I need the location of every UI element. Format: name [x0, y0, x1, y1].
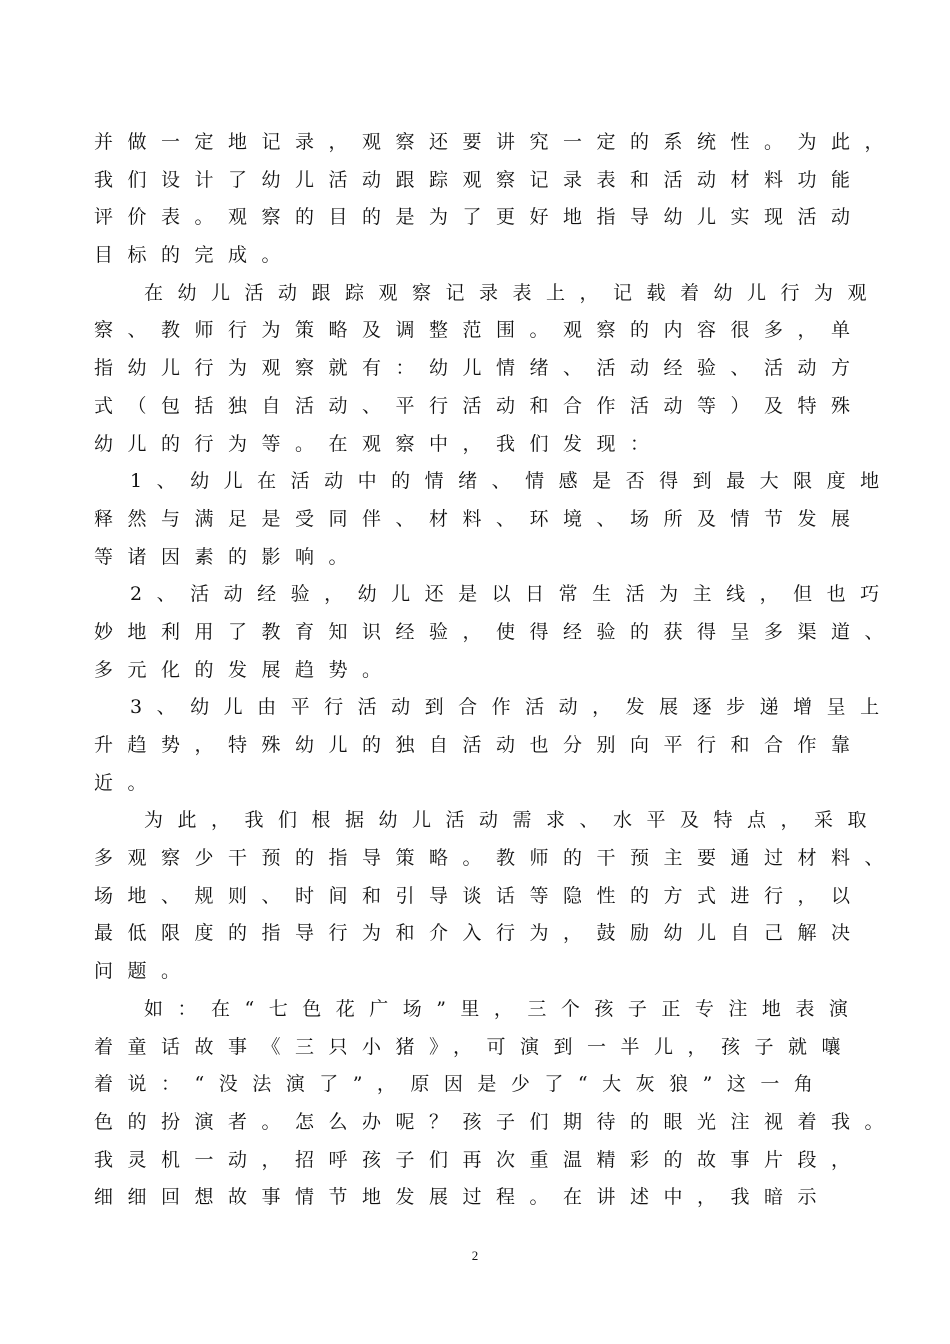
text-line: 式（包括独自活动、平行活动和合作活动等）及特殊	[94, 394, 865, 417]
text-line: 多元化的发展趋势。	[94, 658, 396, 681]
text-line: 幼儿的行为等。在观察中，我们发现：	[94, 432, 664, 455]
text-line: 场地、规则、时间和引导谈话等隐性的方式进行，以	[94, 884, 865, 907]
text-line: 察、教师行为策略及调整范围。观察的内容很多，单	[94, 319, 865, 342]
text-line: 着说：“没法演了”，原因是少了“大灰狼”这一角	[94, 1073, 828, 1096]
list-item-3-first-line: 3、幼儿由平行活动到合作活动，发展逐步递增呈上	[130, 696, 894, 719]
body-text	[94, 124, 899, 1217]
paragraph-first-line: 为此，我们根据幼儿活动需求、水平及特点，采取	[144, 809, 882, 832]
page-number: 2	[471, 1248, 479, 1263]
text-line: 指幼儿行为观察就有：幼儿情绪、活动经验、活动方	[94, 357, 865, 380]
text-line: 升趋势，特殊幼儿的独自活动也分别向平行和合作靠	[94, 734, 865, 756]
text-line: 近。	[94, 771, 162, 794]
text-line: 目标的完成。	[94, 244, 296, 267]
text-line: 妙地利用了教育知识经验，使得经验的获得呈多渠道、	[94, 620, 899, 643]
paragraph-first-line: 在幼儿活动跟踪观察记录表上，记载着幼儿行为观	[144, 281, 882, 304]
text-line: 着童话故事《三只小猪》，可演到一半儿，孩子就嚷	[94, 1035, 856, 1058]
paragraph-first-line: 如：在“七色花广场”里，三个孩子正专注地表演	[144, 997, 863, 1020]
text-line: 我灵机一动，招呼孩子们再次重温精彩的故事片段，	[94, 1148, 865, 1171]
text-line: 细细回想故事情节地发展过程。在讲述中，我暗示	[94, 1186, 832, 1209]
text-line: 多观察少干预的指导策略。教师的干预主要通过材料、	[94, 847, 899, 870]
text-line: 等诸因素的影响。	[94, 545, 363, 568]
text-line: 并做一定地记录，观察还要讲究一定的系统性。为此，	[94, 131, 899, 153]
text-line: 问题。	[94, 960, 195, 983]
list-item-2-first-line: 2、活动经验，幼儿还是以日常生活为主线，但也巧	[130, 583, 894, 606]
text-line: 释然与满足是受同伴、材料、环境、场所及情节发展	[94, 507, 865, 530]
list-item-1-first-line: 1、幼儿在活动中的情绪、情感是否得到最大限度地	[130, 470, 894, 493]
text-line: 我们设计了幼儿活动跟踪观察记录表和活动材料功能	[94, 168, 865, 191]
text-line: 色的扮演者。怎么办呢？孩子们期待的眼光注视着我。	[94, 1110, 899, 1133]
text-line: 评价表。观察的目的是为了更好地指导幼儿实现活动	[94, 206, 865, 229]
text-line: 最低限度的指导行为和介入行为，鼓励幼儿自己解决	[94, 922, 865, 945]
